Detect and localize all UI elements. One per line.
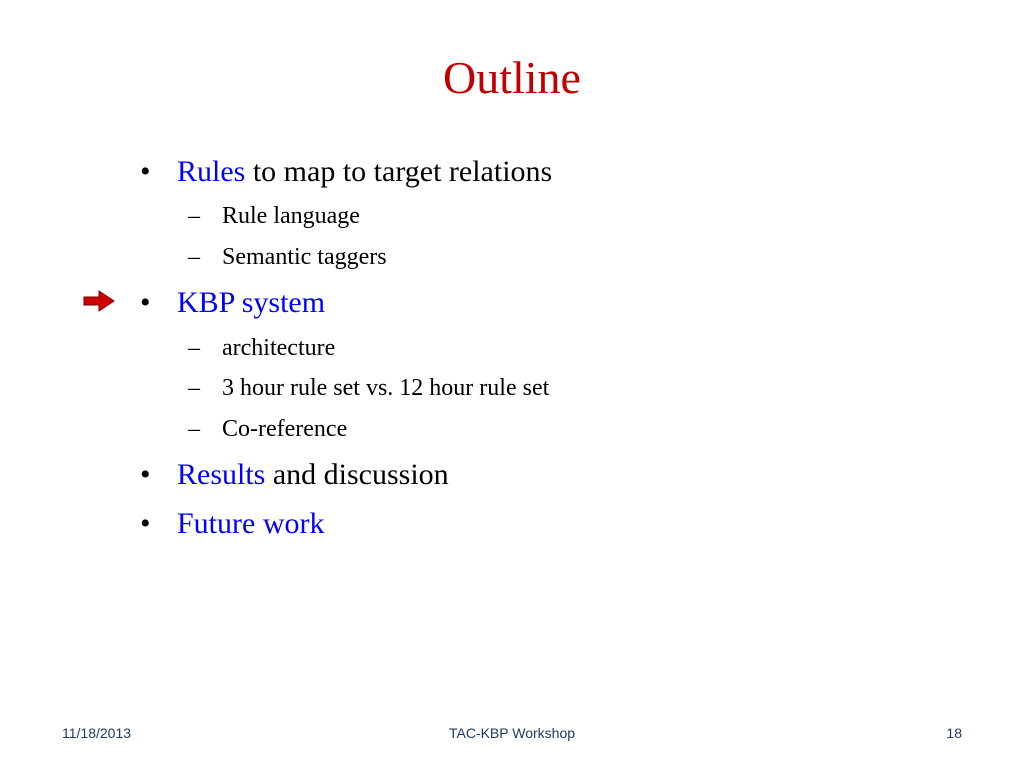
footer-event-name: TAC-KBP Workshop <box>448 725 576 741</box>
right-arrow-icon <box>83 290 115 312</box>
sub-bullet-text: Semantic taggers <box>222 244 387 270</box>
dash-marker: – <box>188 375 200 401</box>
bullet-kbp-system <box>140 285 325 321</box>
sub-bullet-text: architecture <box>222 335 336 361</box>
bullet-results <box>140 457 449 493</box>
bullet-highlight: Results <box>177 458 266 491</box>
dash-marker: – <box>188 203 200 229</box>
sub-bullet-semantic-taggers <box>188 242 387 272</box>
slide-title: Outline <box>443 52 581 103</box>
sub-bullet-rule-language <box>188 201 360 231</box>
dash-marker: – <box>188 416 200 442</box>
bullet-highlight: KBP system <box>177 286 326 319</box>
sub-bullet-rule-sets <box>188 373 549 403</box>
dash-marker: – <box>188 244 200 270</box>
bullet-highlight: Future work <box>177 507 325 540</box>
sub-bullet-text: Co-reference <box>222 416 348 442</box>
bullet-marker: • <box>140 458 151 491</box>
footer-date: 11/18/2013 <box>62 725 132 741</box>
bullet-marker: • <box>140 286 151 319</box>
sub-bullet-text: 3 hour rule set vs. 12 hour rule set <box>222 375 550 401</box>
dash-marker: – <box>188 335 200 361</box>
bullet-marker: • <box>140 507 151 540</box>
sub-bullet-co-reference <box>188 414 347 444</box>
bullet-future-work <box>140 506 324 542</box>
sub-bullet-architecture <box>188 333 335 363</box>
bullet-text: and discussion <box>265 458 449 491</box>
bullet-marker: • <box>140 155 151 188</box>
footer-page-number: 18 <box>946 725 962 741</box>
bullet-rules <box>140 154 552 190</box>
bullet-highlight: Rules <box>177 155 246 188</box>
sub-bullet-text: Rule language <box>222 203 360 229</box>
bullet-text: to map to target relations <box>245 155 553 188</box>
